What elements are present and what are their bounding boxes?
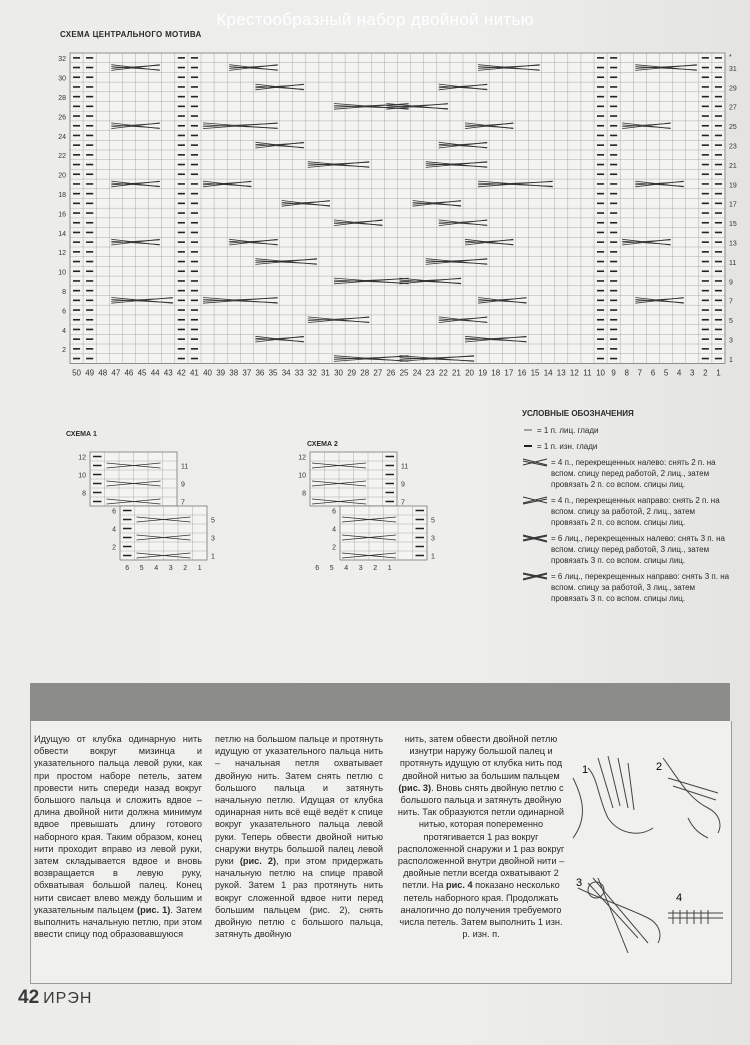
row-number-left: 32 bbox=[58, 56, 66, 64]
scheme-row-right: 9 bbox=[401, 481, 405, 489]
column-number: 47 bbox=[111, 368, 121, 378]
column-number: 23 bbox=[425, 368, 435, 378]
column-number: 40 bbox=[203, 368, 213, 378]
column-number: 21 bbox=[451, 368, 461, 378]
article-text-run: . Затем выполнить начальную петлю, при этом ввести спицу под образовавшуюся bbox=[34, 904, 202, 940]
scheme-row-right: 11 bbox=[401, 463, 409, 471]
scheme-row-left: 8 bbox=[302, 490, 306, 498]
scheme-row-left: 4 bbox=[332, 526, 336, 534]
column-number: 16 bbox=[517, 368, 527, 378]
scheme-column-number: 3 bbox=[168, 565, 173, 572]
column-number: 17 bbox=[504, 368, 514, 378]
scheme-column-number: 4 bbox=[344, 565, 349, 572]
column-number: 37 bbox=[242, 368, 252, 378]
column-number: 1 bbox=[716, 368, 721, 378]
legend-text: = 4 п., перекрещенных налево: снять 2 п. на вспом. спицу перед работой, 2 лиц., затем провязать 2 п. со вспом. спицы лиц. bbox=[551, 458, 716, 489]
row-number-right: 7 bbox=[729, 298, 733, 306]
column-number: 42 bbox=[176, 368, 186, 378]
column-number: 30 bbox=[334, 368, 344, 378]
scheme-column-number: 3 bbox=[358, 565, 363, 572]
article-text-run: , при этом придержать начальную петлю на спице правой рукой. Затем 1 раз протянуть нить вокруг сложенной вдвое нити перед большим пальцем (рис. 2), снять двойную петлю с большого пальца, затянуть двойную bbox=[215, 856, 383, 940]
column-number: 9 bbox=[611, 368, 616, 378]
row-number-right: 31 bbox=[729, 65, 737, 73]
row-number-left: 26 bbox=[58, 114, 66, 122]
scheme-row-right: 11 bbox=[181, 463, 189, 471]
column-number: 19 bbox=[478, 368, 488, 378]
cross6-right-icon bbox=[522, 571, 548, 581]
scheme-row-left: 10 bbox=[78, 472, 86, 480]
row-number-right: 23 bbox=[729, 143, 737, 151]
row-number-right: 9 bbox=[729, 279, 733, 287]
row-number-right: 3 bbox=[729, 337, 733, 345]
column-number: 50 bbox=[72, 368, 82, 378]
article-text-run: Идущую от клубка одинарную нить обвести вокруг мизинца и указательного пальца левой руки, как при простом наборе петель, затем провести нить спереди назад вокруг большого пальца и сложить вдвое – длина двойной нити должна минимум вдвое превышать длину готового наборного края. Таким образом, конец нити проходит вправо из левой руки, затем складывается вдвое и вновь возвращается в левую руку, обхватывая большой палец. Конец нити свисает влево между большим и указательным пальцем bbox=[34, 734, 202, 915]
scheme2-title: СХЕМА 2 bbox=[307, 441, 338, 448]
row-number-left: 4 bbox=[62, 327, 66, 335]
scheme1-chart bbox=[60, 440, 240, 590]
row-number-left: 8 bbox=[62, 289, 66, 297]
column-number: 14 bbox=[543, 368, 553, 378]
scheme-column-number: 5 bbox=[139, 565, 144, 572]
column-number: 27 bbox=[373, 368, 383, 378]
fig-label-1: 1 bbox=[582, 764, 589, 776]
scheme-row-right: 9 bbox=[181, 481, 185, 489]
column-number: 43 bbox=[163, 368, 173, 378]
row-number-left: 10 bbox=[58, 269, 66, 277]
column-number: 41 bbox=[189, 368, 199, 378]
column-number: 31 bbox=[320, 368, 330, 378]
scheme-row-left: 12 bbox=[78, 454, 86, 462]
legend-text: = 6 лиц., перекрещенных направо: снять 3 п. на вспом. спицу за работой, 3 лиц., затем провязать 3 п. со вспом. спицы лиц. bbox=[551, 572, 730, 603]
legend bbox=[522, 408, 732, 609]
row-number-right: 11 bbox=[729, 259, 737, 267]
scheme-column-number: 4 bbox=[154, 565, 159, 572]
article-column-3 bbox=[396, 733, 566, 940]
scheme-row-right: 5 bbox=[431, 517, 435, 525]
column-number: 20 bbox=[465, 368, 475, 378]
article-title: Крестообразный набор двойной нитью bbox=[216, 10, 534, 29]
article-text-run: нить, затем обвести двойной петлю изнутри наружу большой палец и протянуть идущую от клубка нить под двойной нитью за большим пальцем bbox=[399, 734, 563, 781]
row-number-right: 25 bbox=[729, 124, 737, 132]
scheme-row-left: 6 bbox=[112, 508, 116, 516]
scheme-column-number: 1 bbox=[197, 565, 202, 572]
legend-item-cross6-right bbox=[522, 571, 732, 604]
column-number: 38 bbox=[229, 368, 239, 378]
article-text-run: (рис. 3) bbox=[398, 782, 432, 793]
fig-label-3: 3 bbox=[576, 877, 583, 889]
scheme-column-number: 6 bbox=[315, 565, 320, 572]
column-number: 33 bbox=[294, 368, 304, 378]
column-number: 25 bbox=[399, 368, 409, 378]
scheme-row-right: 3 bbox=[211, 535, 215, 543]
article-text-run: . Вновь снять двойную петлю с большого пальца и затянуть двойную нить. Так образуются петли одинарной нитью, которая попеременно протягивается 1 раз вокруг расположенной снаружи и 1 раз вокруг расположенной внутри двойной нити – двойные петли всегда охватывают 2 петли. На bbox=[397, 782, 565, 891]
row-number-left: 14 bbox=[58, 230, 66, 238]
column-number: 26 bbox=[386, 368, 396, 378]
legend-item-purl bbox=[522, 441, 732, 452]
column-number: 44 bbox=[150, 368, 160, 378]
row-number-left: 20 bbox=[58, 172, 66, 180]
row-number-right: 29 bbox=[729, 85, 737, 93]
scheme-row-right: 7 bbox=[401, 499, 405, 507]
article-text-run: (рис. 1) bbox=[137, 904, 171, 915]
scheme-row-right: 5 bbox=[211, 517, 215, 525]
column-number: 45 bbox=[137, 368, 147, 378]
cross6-left-icon bbox=[522, 533, 548, 543]
scheme-row-right: 7 bbox=[181, 499, 185, 507]
column-number: 32 bbox=[307, 368, 317, 378]
column-number: 22 bbox=[438, 368, 448, 378]
scheme-column-number: 2 bbox=[373, 565, 378, 572]
legend-item-cross4-right bbox=[522, 495, 732, 528]
legend-item-cross4-left bbox=[522, 457, 732, 490]
column-number: 29 bbox=[347, 368, 357, 378]
column-number: 48 bbox=[98, 368, 108, 378]
article-text-run: (рис. 2) bbox=[239, 856, 277, 867]
row-number-left: 16 bbox=[58, 211, 66, 219]
column-number: 7 bbox=[637, 368, 643, 378]
column-number: 13 bbox=[556, 368, 566, 378]
row-number-right: 27 bbox=[729, 104, 737, 112]
column-number: 49 bbox=[85, 368, 95, 378]
main-chart bbox=[0, 40, 750, 420]
magazine-name: ИРЭН bbox=[43, 990, 93, 1007]
scheme1-title: СХЕМА 1 bbox=[66, 431, 97, 438]
scheme-row-left: 10 bbox=[298, 472, 306, 480]
column-number: 12 bbox=[569, 368, 579, 378]
row-number-left: 22 bbox=[58, 153, 66, 161]
scheme-row-right: 1 bbox=[431, 553, 435, 561]
column-number: 4 bbox=[676, 368, 682, 378]
purl-symbol-icon bbox=[522, 441, 534, 451]
main-chart-title: СХЕМА ЦЕНТРАЛЬНОГО МОТИВА bbox=[60, 30, 202, 39]
column-number: 34 bbox=[281, 368, 291, 378]
row-number-right: 1 bbox=[729, 356, 733, 364]
fig-label-4: 4 bbox=[676, 892, 683, 904]
row-number-right: 13 bbox=[729, 240, 737, 248]
column-number: 10 bbox=[596, 368, 606, 378]
row-number-left: 30 bbox=[58, 75, 66, 83]
cross4-left-icon bbox=[522, 457, 548, 467]
legend-text: = 4 п., перекрещенных направо: снять 2 п. на вспом. спицу за работой, 2 лиц., затем провязать 2 п. со вспом. спицы лиц. bbox=[551, 496, 720, 527]
scheme-row-left: 6 bbox=[332, 508, 336, 516]
article-text-run: петлю на большом пальце и протянуть идущую от указательного пальца нить – начальная петля охватывает двойную нить. Затем снять петлю с большого пальца и затянуть начальную петлю. Идущая от клубка одинарная нить всё ещё ведёт к спице вокруг указательного пальца левой руки. Теперь обвести двойной нитью снаружи внутрь большой палец левой руки bbox=[215, 734, 383, 867]
article-text-run: показано несколько петель наборного края. Продолжать аналогично до получения требуемого числа петель. Затем выполнить 1 изн. р. изн. п. bbox=[399, 880, 563, 940]
legend-item-cross6-left bbox=[522, 533, 732, 566]
legend-item-knit bbox=[522, 425, 732, 436]
column-number: 18 bbox=[491, 368, 501, 378]
scheme-column-number: 5 bbox=[329, 565, 334, 572]
column-number: 2 bbox=[703, 368, 708, 378]
scheme-row-right: 3 bbox=[431, 535, 435, 543]
scheme-column-number: 2 bbox=[183, 565, 188, 572]
column-number: 5 bbox=[663, 368, 669, 378]
column-number: 36 bbox=[255, 368, 265, 378]
scheme-row-left: 8 bbox=[82, 490, 86, 498]
page-footer bbox=[18, 987, 92, 1009]
legend-text: = 1 п. лиц. глади bbox=[537, 426, 599, 435]
row-number-left: 24 bbox=[58, 133, 66, 141]
scheme-row-left: 2 bbox=[332, 544, 336, 552]
column-number: 15 bbox=[530, 368, 540, 378]
legend-text: = 1 п. изн. глади bbox=[537, 442, 598, 451]
row-number-left: 18 bbox=[58, 192, 66, 200]
column-number: 46 bbox=[124, 368, 134, 378]
fig-label-2: 2 bbox=[656, 761, 663, 773]
row-number-right: 17 bbox=[729, 201, 737, 209]
row-number-left: 2 bbox=[62, 347, 66, 355]
column-number: 24 bbox=[412, 368, 422, 378]
knit-symbol-icon bbox=[522, 425, 534, 435]
article-column-1 bbox=[34, 733, 202, 940]
scheme-row-left: 2 bbox=[112, 544, 116, 552]
hand-outline-1 bbox=[588, 768, 653, 833]
column-number: 28 bbox=[360, 368, 370, 378]
row-number-right: 5 bbox=[729, 318, 733, 326]
legend-text: = 6 лиц., перекрещенных налево: снять 3 п. на вспом. спицу перед работой, 3 лиц., затем провязать 3 п. со вспом. спицы лиц. bbox=[551, 534, 725, 565]
scheme2-chart bbox=[300, 440, 480, 590]
row-number-left: 6 bbox=[62, 308, 66, 316]
column-number: 8 bbox=[624, 368, 629, 378]
scheme-column-number: 1 bbox=[387, 565, 392, 572]
column-number: 35 bbox=[268, 368, 278, 378]
page-number: 42 bbox=[18, 987, 40, 1008]
column-number: 11 bbox=[583, 368, 592, 378]
row-number-right: 19 bbox=[729, 182, 737, 190]
hands-illustration bbox=[568, 738, 728, 978]
scheme-row-right: 1 bbox=[211, 553, 215, 561]
repeat-star: * bbox=[729, 54, 732, 61]
row-number-left: 28 bbox=[58, 95, 66, 103]
scheme-column-number: 6 bbox=[125, 565, 130, 572]
column-number: 3 bbox=[690, 368, 695, 378]
row-number-left: 12 bbox=[58, 250, 66, 258]
scheme-row-left: 12 bbox=[298, 454, 306, 462]
article-text-run: рис. 4 bbox=[445, 880, 473, 891]
cross4-right-icon bbox=[522, 495, 548, 505]
row-number-right: 21 bbox=[729, 162, 737, 170]
article-banner bbox=[30, 683, 730, 721]
column-number: 39 bbox=[216, 368, 226, 378]
article-column-2 bbox=[215, 733, 383, 940]
row-number-right: 15 bbox=[729, 221, 737, 229]
legend-title: УСЛОВНЫЕ ОБОЗНАЧЕНИЯ bbox=[522, 409, 634, 418]
column-number: 6 bbox=[650, 368, 656, 378]
scheme-row-left: 4 bbox=[112, 526, 116, 534]
